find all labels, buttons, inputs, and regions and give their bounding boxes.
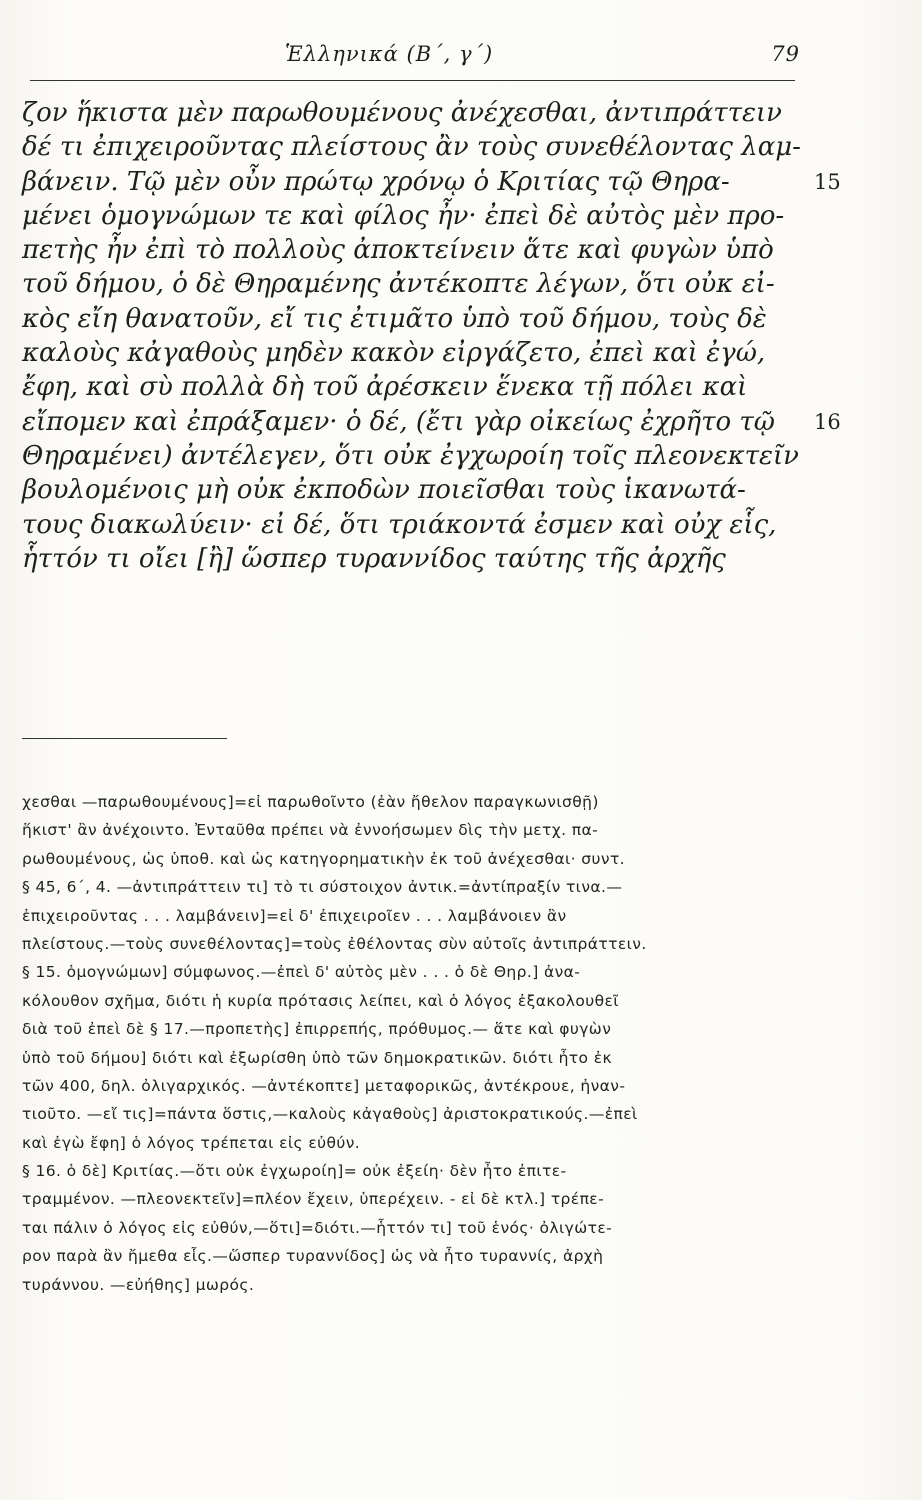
main-text-line-content: ἧττόν τι οἴει [ἢ] ὥσπερ τυραννίδος ταύτης τῆς ἀρχῆς (22, 543, 726, 574)
note-line: ται πάλιν ὁ λόγος εἰς εὐθύν,—ὅτι]=διότι.—ἧττόν τι] τοῦ ἑνός· ὀλιγώτε- (22, 1218, 613, 1237)
main-text-line-content: ζον ἥκιστα μὲν παρωθουμένους ἀνέχεσθαι, ἀντιπράττειν (22, 98, 782, 128)
note-line: τιοῦτο. —εἴ τις]=πάντα ὅστις,—καλοὺς κἀγαθοὺς] ἀριστοκρατικούς.—ἐπεὶ (22, 1105, 638, 1124)
main-text-line (22, 130, 802, 164)
main-text-line (22, 439, 802, 473)
section-number: 15 (814, 169, 841, 194)
main-text-line (22, 508, 802, 542)
note-line: ὑπὸ τοῦ δήμου] διότι καὶ ἐξωρίσθη ὑπὸ τῶν δημοκρατικῶν. διότι ἦτο ἐκ (22, 1048, 613, 1067)
header-rule (30, 80, 795, 81)
main-text-line-content: βουλομένοις μὴ οὐκ ἐκποδὼν ποιεῖσθαι τοὺς ἱκανωτά- (22, 475, 746, 506)
note-line: χεσθαι —παρωθουμένους]=εἰ παρωθοῖντο (ἐὰν ἤθελον παραγκωνισθῇ) (22, 793, 599, 811)
main-text-line-content: ἔφη, καὶ σὺ πολλὰ δὴ τοῦ ἀρέσκειν ἕνεκα τῇ πόλει καὶ (22, 372, 748, 403)
note-line: κόλουθον σχῆμα, διότι ἡ κυρία πρότασις λείπει, καὶ ὁ λόγος ἐξακολουθεῖ (22, 991, 619, 1010)
main-text-line (22, 405, 841, 439)
note-line: ἥκιστ' ἂν ἀνέχοιντο. Ἐνταῦθα πρέπει νὰ ἐννοήσωμεν δὶς τὴν μετχ. πα- (22, 821, 599, 840)
main-text-line (22, 370, 802, 404)
note-line: διὰ τοῦ ἐπεὶ δὲ § 17.—προπετὴς] ἐπιρρεπής, πρόθυμος.— ἅτε καὶ φυγὼν (22, 1020, 612, 1039)
main-text-line-content: πετὴς ἦν ἐπὶ τὸ πολλοὺς ἀποκτείνειν ἅτε καὶ φυγὼν ὑπὸ (22, 235, 774, 266)
main-text-line-content: μένει ὁμογνώμων τε καὶ φίλος ἦν· ἐπεὶ δὲ αὐτὸς μὲν προ- (22, 200, 785, 231)
note-line: τυράννου. —εὐήθης] μωρός. (22, 1275, 255, 1294)
note-line: § 45, 6΄, 4. —ἀντιπράττειν τι] τὸ τι σύστοιχον ἀντικ.=ἀντίπραξίν τινα.— (22, 878, 623, 897)
main-text-line (22, 302, 802, 336)
main-text-line (22, 233, 802, 267)
main-text-line (22, 199, 802, 233)
note-line: ρον παρὰ ἂν ἤμεθα εἷς.—ὥσπερ τυραννίδος] ὡς νὰ ἦτο τυραννίς, ἀρχὴ (22, 1247, 604, 1266)
main-text-line (22, 336, 802, 370)
page-number: 79 (771, 42, 800, 66)
footnote-rule (22, 738, 227, 739)
main-text-line-content: καλοὺς κἀγαθοὺς μηδὲν κακὸν εἰργάζετο, ἐπεὶ καὶ ἐγώ, (22, 338, 766, 369)
main-text-line (22, 165, 841, 199)
main-text-line (22, 267, 802, 301)
main-text-line-content: τοῦ δήμου, ὁ δὲ Θηραμένης ἀντέκοπτε λέγων, ὅτι οὐκ εἰ- (22, 269, 775, 300)
main-text-line (22, 96, 802, 130)
main-text-line-content: κὸς εἴη θανατοῦν, εἴ τις ἐτιμᾶτο ὑπὸ τοῦ δήμου, τοὺς δὲ (22, 303, 767, 334)
main-text-line-content: δέ τι ἐπιχειροῦντας πλείστους ἂν τοὺς συνεθέλοντας λαμ- (22, 132, 801, 163)
main-text-line (22, 542, 802, 576)
running-title: Ἑλληνικά (Β΄, γ΄) (285, 42, 494, 66)
note-line: τῶν 400, δηλ. ὀλιγαρχικός. —ἀντέκοπτε] μεταφορικῶς, ἀντέκρουε, ἠναν- (22, 1076, 626, 1095)
note-line: ρωθουμένους, ὡς ὑποθ. καὶ ὡς κατηγορηματικὴν ἐκ τοῦ ἀνέχεσθαι· συντ. (22, 849, 626, 868)
main-text-line-content: βάνειν. Τῷ μὲν οὖν πρώτῳ χρόνῳ ὁ Κριτίας τῷ Θηρα- (22, 166, 730, 197)
note-line: ἐπιχειροῦντας . . . λαμβάνειν]=εἰ δ' ἐπιχειροῖεν . . . λαμβάνοιεν ἂν (22, 906, 567, 925)
main-text-line (22, 473, 802, 507)
running-head (20, 42, 800, 82)
section-number: 16 (814, 409, 841, 434)
main-text-line-content: Θηραμένει) ἀντέλεγεν, ὅτι οὐκ ἐγχωροίη τοῖς πλεονεκτεῖν (22, 440, 799, 471)
main-text-block (22, 96, 841, 576)
note-line: § 16. ὁ δὲ] Κριτίας.—ὅτι οὐκ ἐγχωροίη]= οὐκ ἐξείη· δὲν ἦτο ἐπιτε- (22, 1162, 567, 1181)
note-line: πλείστους.—τοὺς συνεθέλοντας]=τοὺς ἐθέλοντας σὺν αὐτοῖς ἀντιπράττειν. (22, 934, 647, 953)
commentary-notes (22, 788, 802, 1299)
note-line: τραμμένον. —πλεονεκτεῖν]=πλέον ἔχειν, ὑπερέχειν. - εἰ δὲ κτλ.] τρέπε- (22, 1190, 605, 1209)
note-line: καὶ ἐγὼ ἔφη] ὁ λόγος τρέπεται εἰς εὐθύν. (22, 1133, 361, 1152)
main-text-line-content: τους διακωλύειν· εἰ δέ, ὅτι τριάκοντά ἐσμεν καὶ οὐχ εἷς, (22, 509, 777, 540)
main-text-line-content: εἴπομεν καὶ ἐπράξαμεν· ὁ δέ, (ἔτι γὰρ οἰκείως ἐχρῆτο τῷ (22, 406, 775, 437)
note-line: § 15. ὁμογνώμων] σύμφωνος.—ἐπεὶ δ' αὐτὸς μὲν . . . ὁ δὲ Θηρ.] ἀνα- (22, 963, 581, 982)
